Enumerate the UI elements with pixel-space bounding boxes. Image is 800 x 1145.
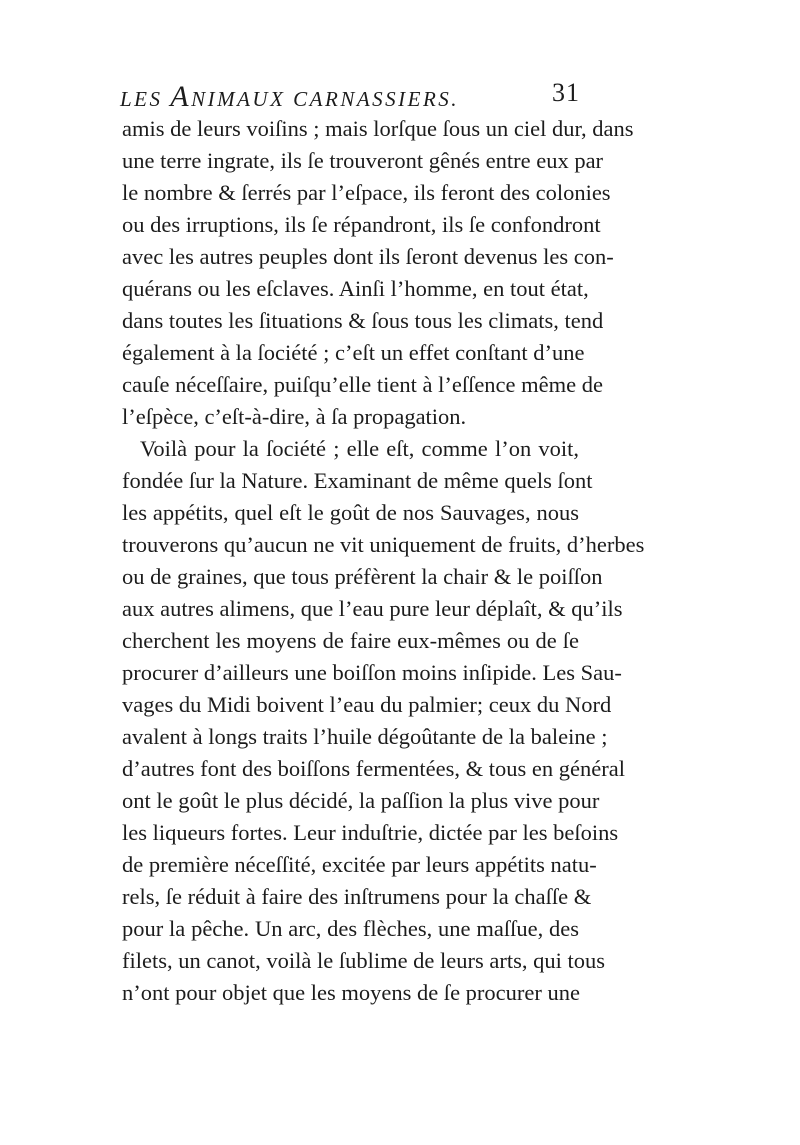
text-line: également à la ſociété ; c’eſt un effet conſtant d’une: [122, 340, 585, 365]
text-line: dans toutes les ſituations & ſous tous les climats, tend: [122, 308, 604, 333]
text-line: de première néceſſité, excitée par leurs appétits natu-: [122, 852, 597, 877]
text-line: avalent à longs traits l’huile dégoûtante de la baleine ;: [122, 724, 608, 749]
text-line: vages du Midi boivent l’eau du palmier; ceux du Nord: [122, 692, 612, 717]
running-title-initial: A: [170, 80, 192, 113]
text-line: quérans ou les eſclaves. Ainſi l’homme, en tout état,: [122, 276, 589, 301]
text-line: ou de graines, que tous préfèrent la chair & le poiſſon: [122, 564, 603, 589]
text-line: les appétits, quel eſt le goût de nos Sauvages, nous: [122, 500, 579, 525]
text-line: filets, un canot, voilà le ſublime de leurs arts, qui tous: [122, 948, 606, 973]
text-line: fondée ſur la Nature. Examinant de même quels ſont: [122, 468, 593, 493]
text-line: ou des irruptions, ils ſe répandront, ils ſe confondront: [122, 212, 601, 237]
paragraph-end-line: l’eſpèce, c’eſt-à-dire, à ſa propagation.: [122, 404, 467, 429]
text-line: procurer d’ailleurs une boiſſon moins inſipide. Les Sau-: [122, 660, 622, 685]
running-head: [120, 80, 580, 116]
text-line: ont le goût le plus décidé, la paſſion la plus vive pour: [122, 788, 600, 813]
body-text: [122, 113, 645, 1009]
text-line: avec les autres peuples dont ils ſeront devenus les con-: [122, 244, 614, 269]
page-number: 31: [552, 78, 580, 107]
text-line: trouverons qu’aucun ne vit uniquement de fruits, d’herbes: [122, 532, 645, 557]
text-line: rels, ſe réduit à faire des inſtrumens pour la chaſſe &: [122, 884, 592, 909]
text-line: pour la pêche. Un arc, des flèches, une maſſue, des: [122, 916, 579, 941]
running-title: [120, 80, 459, 114]
paragraph-start-line: Voilà pour la ſociété ; elle eſt, comme l’on voit,: [140, 436, 579, 461]
text-line: cauſe néceſſaire, puiſqu’elle tient à l’eſſence même de: [122, 372, 603, 397]
text-line: amis de leurs voiſins ; mais lorſque ſous un ciel dur, dans: [122, 116, 634, 141]
text-line: n’ont pour objet que les moyens de ſe procurer une: [122, 980, 580, 1005]
text-line: d’autres font des boiſſons fermentées, & tous en général: [122, 756, 625, 781]
text-line: cherchent les moyens de faire eux-mêmes ou de ſe: [122, 628, 579, 653]
text-line: les liqueurs fortes. Leur induſtrie, dictée par les beſoins: [122, 820, 619, 845]
text-line: aux autres alimens, que l’eau pure leur déplaît, & qu’ils: [122, 596, 623, 621]
text-line: une terre ingrate, ils ſe trouveront gênés entre eux par: [122, 148, 604, 173]
running-title-prefix: LES: [120, 87, 171, 111]
running-title-rest: NIMAUX CARNASSIERS.: [191, 87, 460, 111]
text-line: le nombre & ſerrés par l’eſpace, ils feront des colonies: [122, 180, 611, 205]
